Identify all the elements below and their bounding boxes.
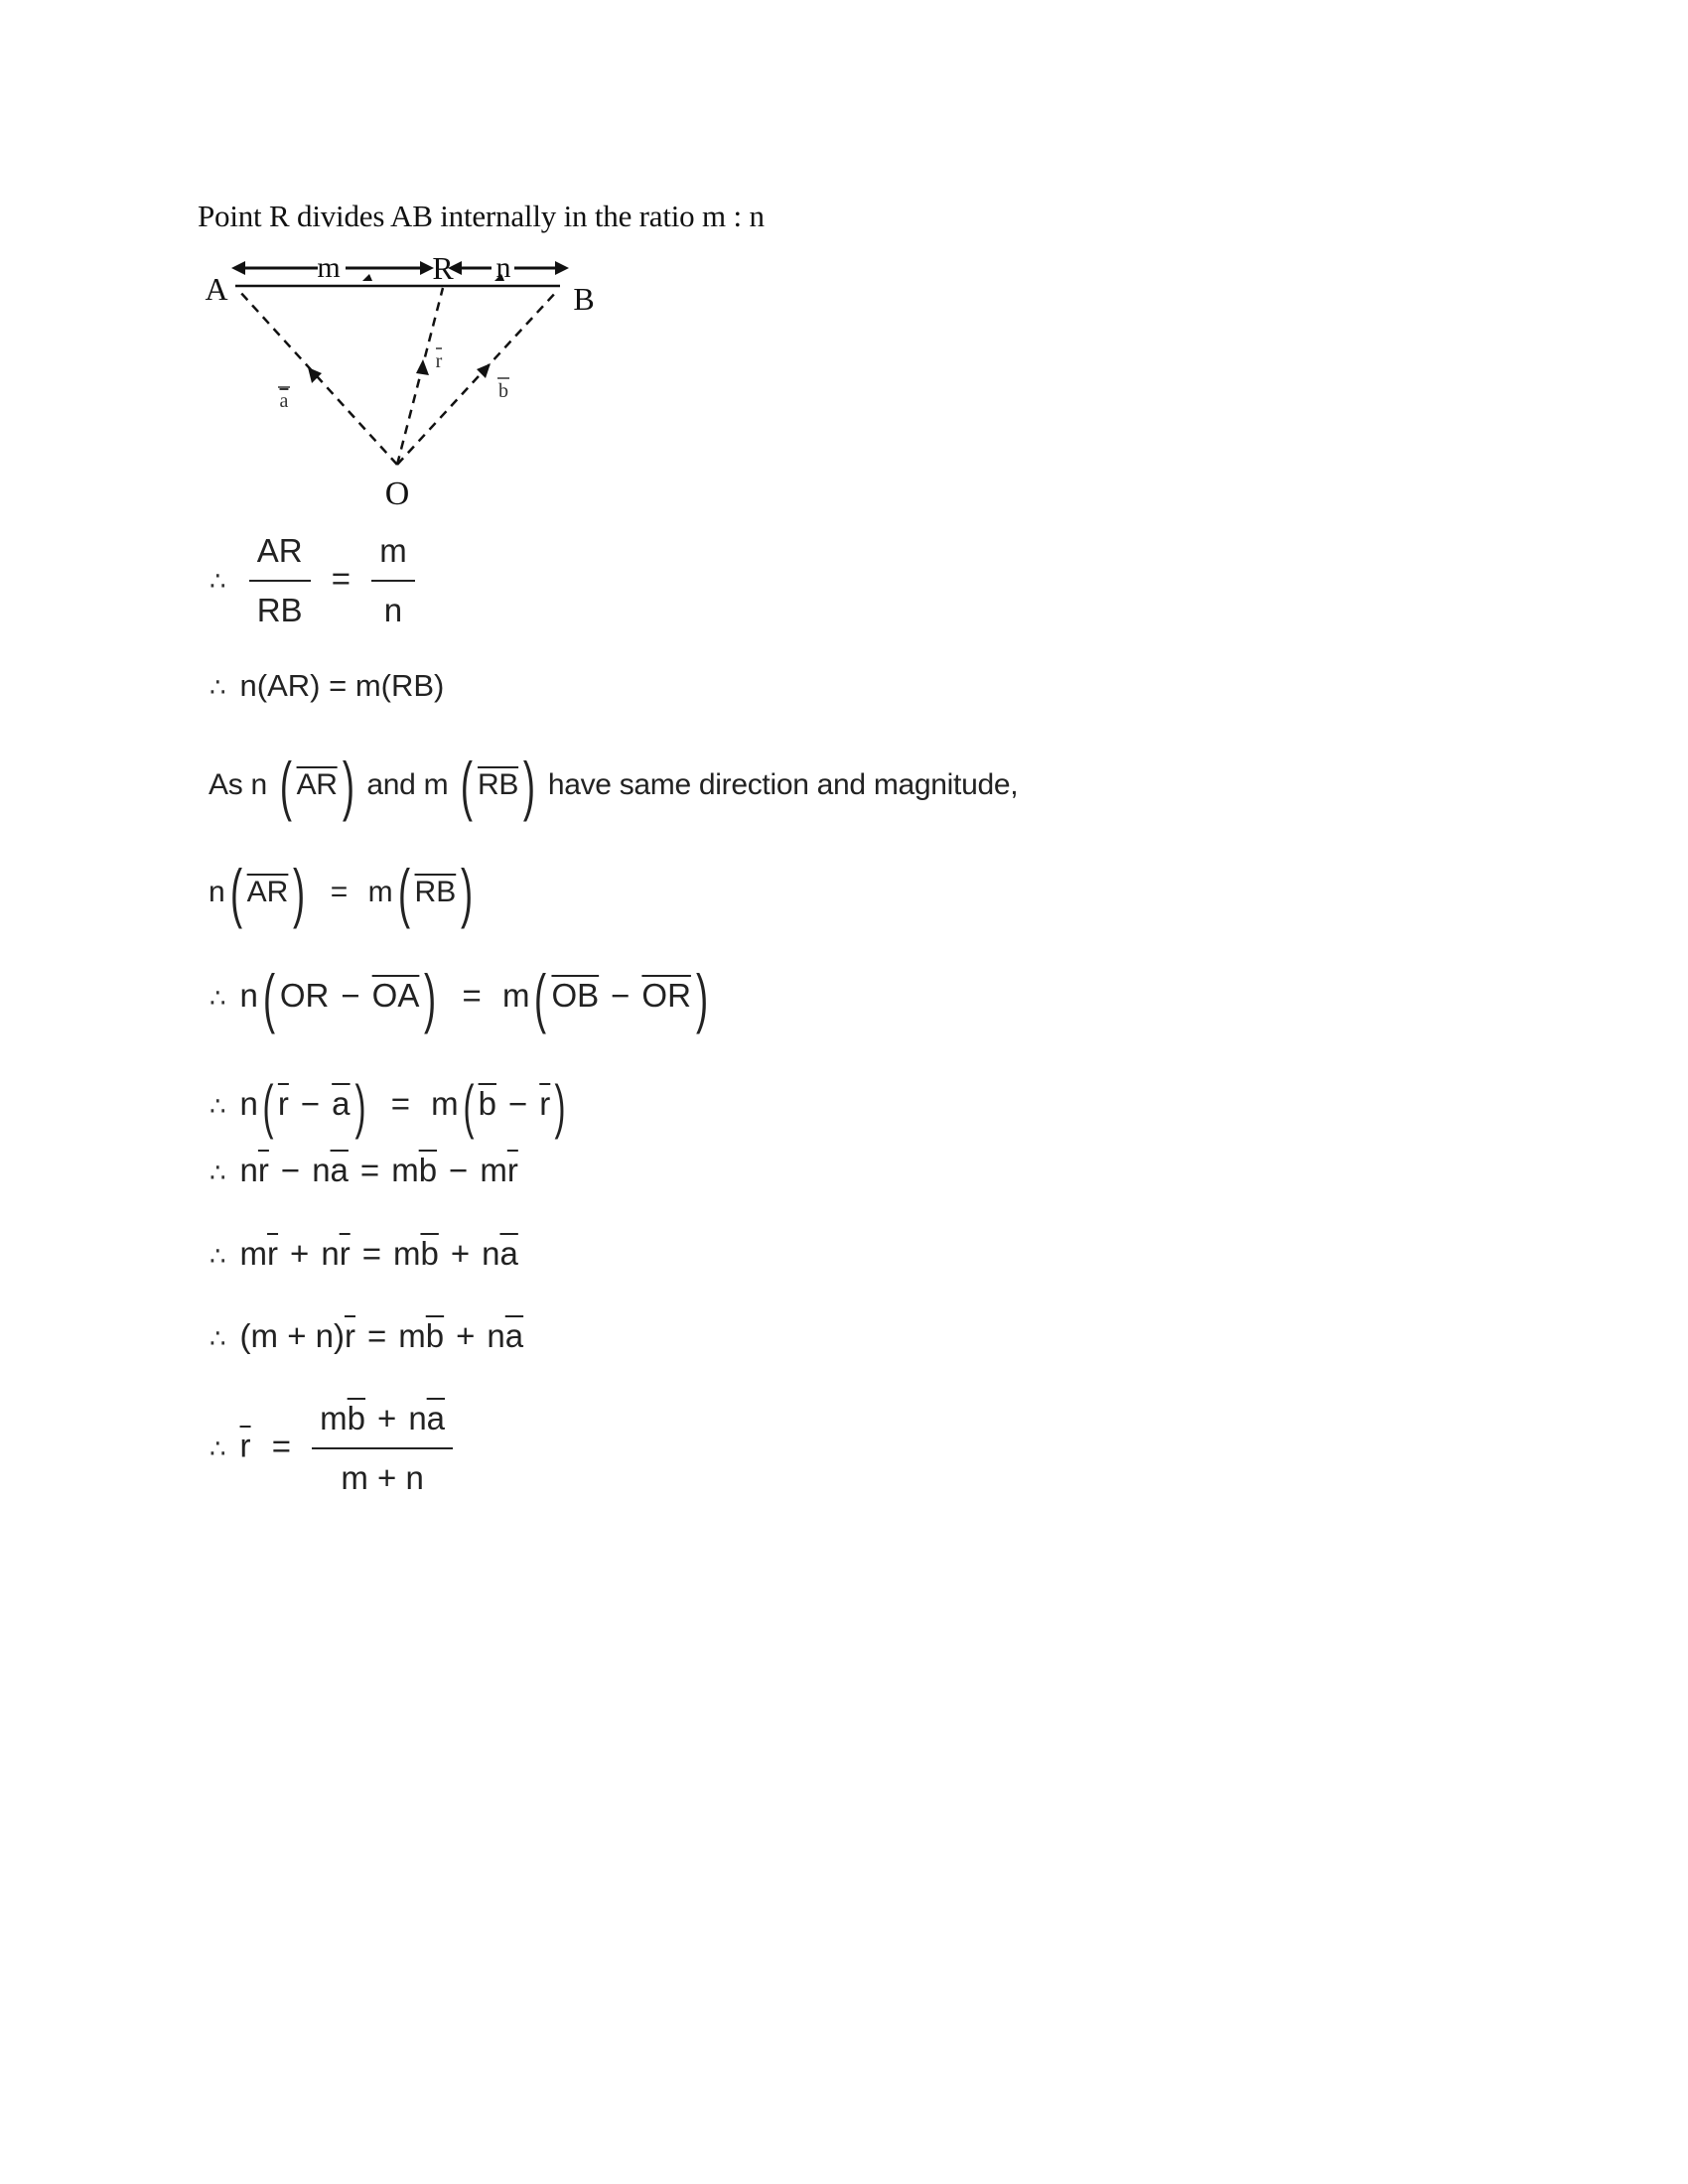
vector-label-a: a [279, 390, 289, 412]
segment-label-m: m [317, 251, 341, 284]
vector-label-b: b [498, 380, 508, 402]
step-ratio-fraction: ∴ $\frac{AR}{RB}$ = $\frac{m}{n}$ [210, 532, 415, 629]
therefore-symbol: ∴ [210, 565, 226, 596]
step-position-vectors: ∴ n( OR − $\overline{OA}) = m$( $\overline{OB} - \overline{OR}$) [210, 961, 708, 1034]
section-formula-fraction: $\frac{m\overline{b} + n\overline{a}}{m + n}$ [312, 1400, 453, 1497]
page-title: Point R divides AB internally in the ratio m : n [198, 199, 765, 233]
fraction-ar-rb: $\frac{AR}{RB}$ [249, 532, 311, 629]
vector-r-arrowhead [416, 359, 429, 375]
vector-b-line [397, 290, 558, 465]
segment-label-n: n [495, 251, 511, 284]
step-factor: ∴ $(m + n)\overline{r} = m\overline{b} + n\overline{a}$ [210, 1317, 524, 1354]
step-vector-equality: n( $\overline{AR}) = m$( $\overline{RB}$) [209, 856, 474, 929]
vector-diagram [189, 243, 616, 521]
step-section-formula: ∴ $\overline{r}$ = $\frac{m\overline{b} + n\overline{a}}{m + n}$ [210, 1400, 453, 1497]
step-scalar-equation: ∴ n(AR) = m(RB) [210, 668, 445, 703]
step-rearrange: ∴ $m\overline{r} + n\overline{r} = m\overline{b} + n\overline{a}$ [210, 1235, 518, 1272]
step-direction-statement: As n ( $\overline{AR}$) and m ( $\overline{RB}$) have same direction and magnitude, [209, 749, 1019, 822]
ratio-arrows [238, 268, 562, 281]
step-expand: ∴ $n\overline{r} - n\overline{a} = m\overline{b} - m\overline{r}$ [210, 1152, 518, 1188]
point-label-r: R [432, 250, 454, 286]
vector-b-arrowhead [477, 363, 491, 378]
vector-label-r: r [435, 350, 443, 372]
fraction-m-n: $\frac{m}{n}$ [371, 532, 415, 629]
step-substitute-vectors: ∴ n( $\overline{r} - \overline{a}) = m$( $\overline{b} - \overline{r}$) [210, 1073, 566, 1140]
point-label-b: B [573, 281, 595, 317]
point-label-a: A [205, 271, 228, 307]
point-label-o: O [384, 476, 410, 512]
